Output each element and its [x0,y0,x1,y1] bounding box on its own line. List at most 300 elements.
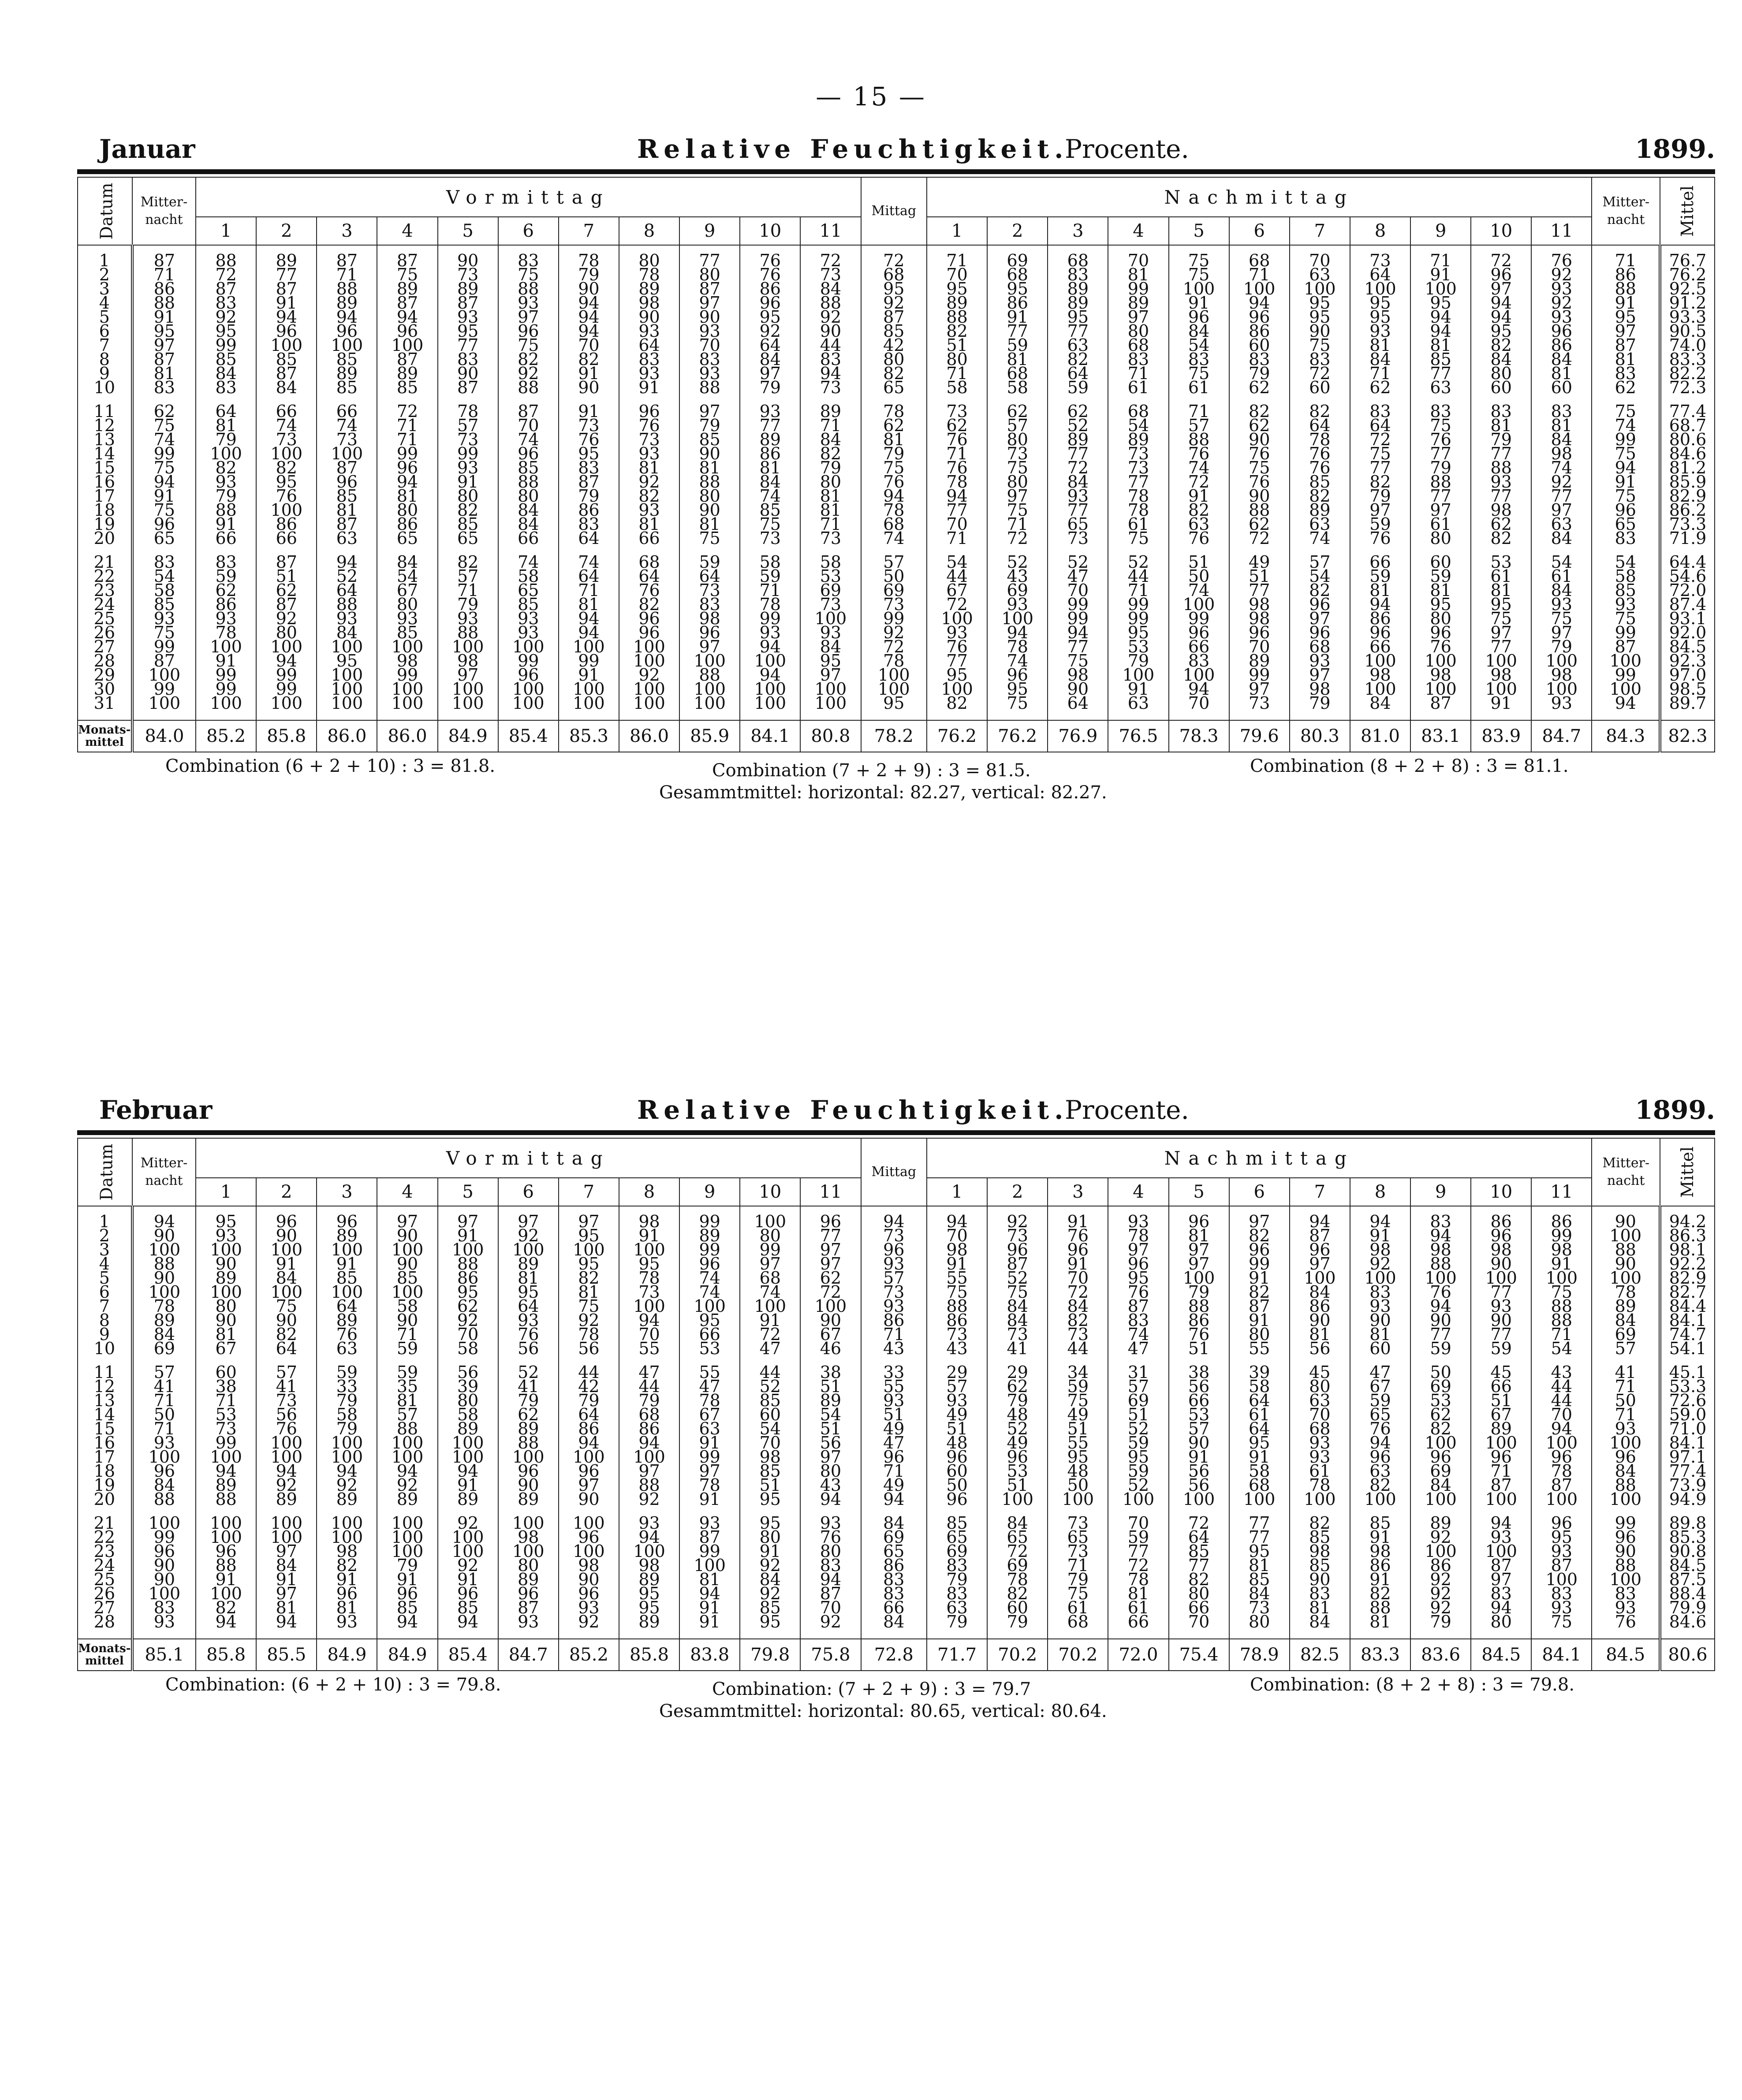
value-cell: 62 [1369,378,1391,397]
value-cell: 87 [883,307,905,327]
value-column [1660,552,1715,720]
mittag-header: Mittag [861,177,927,245]
value-cell: 87 [1615,335,1636,355]
value-cell: 90 [276,1311,297,1330]
value-cell: 78 [1551,1461,1573,1481]
value-cell: 70 [1127,1513,1149,1533]
value-cell: 99 [1249,1254,1270,1273]
value-column [317,1206,377,1365]
value-cell: 81 [153,364,175,383]
value-cell: 88 [457,623,479,642]
value-cell: 82 [638,486,660,506]
value-column [438,1513,498,1639]
value-cell: 53 [1007,1461,1028,1481]
value-column [438,245,498,404]
value-cell: 82 [276,458,297,477]
value-cell: 85 [457,1598,479,1617]
value-cell: 90 [1615,1541,1636,1561]
value-cell: 95 [1369,293,1391,313]
value-cell: 94 [396,472,418,491]
value-cell: 82 [457,500,479,520]
value-cell: 88 [215,500,237,520]
value-cell: 77 [946,651,968,670]
value-cell: 87 [153,350,175,369]
value-cell: 98 [1430,665,1451,685]
value-cell: 88 [1551,1311,1573,1330]
value-column [1169,404,1229,555]
value-cell: 100 [270,1447,303,1467]
value-cell: 75 [1551,1612,1573,1631]
value-cell: 79 [336,1391,358,1410]
value-cell: 72 [1127,1556,1149,1575]
value-cell: 38 [820,1363,842,1382]
value-cell: 57 [396,1405,418,1424]
hour-header: 10 [740,1178,800,1206]
value-cell: 96 [518,665,539,685]
value-column [438,404,498,555]
value-cell: 100 [1545,679,1578,699]
value-cell: 78 [1007,637,1028,656]
day-number: 21 [93,1513,116,1533]
value-cell: 77 [1430,364,1451,383]
value-cell: 57 [1309,552,1331,572]
value-cell: 84 [1007,1296,1028,1316]
value-cell: 98 [457,651,479,670]
value-cell: 84 [1615,1311,1636,1330]
value-cell: 89 [1067,279,1089,298]
value-cell: 49 [1249,552,1270,572]
value-cell: 100 [1425,1433,1457,1452]
value-cell: 93 [1490,1296,1512,1316]
value-cell: 83 [1127,350,1149,369]
value-cell: 80 [1490,364,1512,383]
value-cell: 94 [1490,1513,1512,1533]
value-cell: 84 [759,1570,781,1589]
value-cell: 90 [396,1226,418,1245]
value-cell: 94 [1430,1296,1451,1316]
value-cell: 63 [946,1598,968,1617]
value-cell: 66 [1490,1377,1512,1396]
value-column [1290,552,1350,720]
value-cell: 100 [331,1527,363,1547]
value-cell: 93.3 [1669,307,1707,327]
value-column [1350,552,1410,720]
value-cell: 77 [1430,486,1451,506]
value-cell: 91 [276,1254,297,1273]
value-cell: 83 [699,595,720,614]
value-cell: 72.0 [1669,581,1707,600]
value-cell: 99 [759,1240,781,1259]
value-cell: 61 [1067,1598,1089,1617]
value-cell: 85.3 [1669,1527,1707,1547]
datum-header-label: Datum [97,182,116,240]
value-cell: 74 [883,529,905,548]
value-cell: 94 [578,307,600,327]
value-cell: 74 [759,1282,781,1302]
value-cell: 96 [1551,1447,1573,1467]
value-cell: 90.8 [1669,1541,1707,1561]
value-cell: 100 [210,1527,242,1547]
value-cell: 80 [276,623,297,642]
value-cell: 67 [1369,1377,1391,1396]
value-cell: 100 [633,679,665,699]
value-cell: 93 [457,609,479,628]
value-cell: 99 [578,651,600,670]
value-cell: 51 [1007,1475,1028,1495]
value-cell: 53.3 [1669,1377,1707,1396]
value-cell: 81 [518,1268,539,1288]
value-cell: 82 [457,552,479,572]
value-cell: 99 [1127,595,1149,614]
value-cell: 95 [1127,1447,1149,1467]
value-cell: 75 [518,265,539,284]
value-cell: 97 [1430,500,1451,520]
value-cell: 81 [699,514,720,534]
value-cell: 78 [153,1296,175,1316]
value-cell: 51 [276,566,297,586]
value-column [377,1206,437,1365]
value-cell: 49 [883,1475,905,1495]
value-cell: 49 [946,1405,968,1424]
value-cell: 85 [396,378,418,397]
value-cell: 60 [1430,552,1451,572]
value-cell: 77 [1007,321,1028,341]
value-cell: 75 [1127,529,1149,548]
value-cell: 100 [512,1240,545,1259]
value-cell: 75 [759,514,781,534]
value-cell: 100 [633,1447,665,1467]
value-cell: 96 [1551,321,1573,341]
value-cell: 59.0 [1669,1405,1707,1424]
value-cell: 54.6 [1669,566,1707,586]
value-cell: 91 [1615,472,1636,491]
value-cell: 81 [1249,1556,1270,1575]
monthly-mean-value: 75.4 [1169,1639,1229,1671]
value-cell: 98.5 [1669,679,1707,699]
day-column [78,404,132,555]
gesammtmittel: Gesammtmittel: horizontal: 82.27, vertical: 82.27. [659,782,1107,803]
value-cell: 95 [1615,307,1636,327]
value-cell: 85 [1309,472,1331,491]
value-cell: 91 [638,1226,660,1245]
value-cell: 86 [1369,1556,1391,1575]
monthly-mean-value: 70.2 [987,1639,1048,1671]
value-cell: 84 [396,552,418,572]
value-cell: 100 [754,1296,787,1316]
value-cell: 93 [1007,595,1028,614]
value-cell: 65 [883,378,905,397]
value-cell: 84 [1551,581,1573,600]
value-cell: 79 [946,1612,968,1631]
value-cell: 96 [759,293,781,313]
monthly-mean-value: 76.2 [927,720,987,752]
value-cell: 87 [1490,1475,1512,1495]
value-cell: 77 [276,265,297,284]
value-cell: 82 [578,350,600,369]
monthly-mean-value: 84.1 [740,720,800,752]
value-cell: 78 [638,265,660,284]
value-cell: 98 [1490,665,1512,685]
value-cell: 73 [638,1282,660,1302]
value-column [498,404,559,555]
value-cell: 87 [820,1584,842,1603]
monthly-mean-value: 83.9 [1471,720,1531,752]
value-cell: 94 [457,1461,479,1481]
value-cell: 89 [1127,430,1149,449]
value-cell: 91 [153,486,175,506]
value-cell: 90 [1309,1570,1331,1589]
value-cell: 69 [153,1339,175,1358]
value-cell: 50 [1188,566,1210,586]
value-cell: 84 [276,1556,297,1575]
value-cell: 69 [1615,1325,1636,1344]
value-cell: 100 [633,1240,665,1259]
value-cell: 83 [457,350,479,369]
value-cell: 83.3 [1669,350,1707,369]
value-cell: 58 [1615,566,1636,586]
value-column [1471,1513,1531,1639]
value-cell: 88 [820,293,842,313]
day-number: 16 [93,472,116,491]
value-cell: 90 [638,307,660,327]
value-cell: 98 [946,1240,968,1259]
day-number: 19 [93,514,116,534]
value-column [861,1206,927,1365]
value-cell: 81 [396,486,418,506]
value-cell: 91 [1188,1447,1210,1467]
value-cell: 94 [276,307,297,327]
value-cell: 71 [1430,251,1451,270]
value-cell: 80 [820,1461,842,1481]
day-block [78,555,1715,720]
value-cell: 89 [276,1489,297,1509]
value-cell: 76 [1309,458,1331,477]
month-label: Februar [99,1095,213,1125]
value-cell: 93 [336,609,358,628]
value-cell: 88 [457,1254,479,1273]
value-cell: 81 [578,1282,600,1302]
value-cell: 92 [759,1556,781,1575]
value-cell: 96 [518,321,539,341]
value-cell: 100 [814,693,847,713]
value-cell: 45.1 [1669,1363,1707,1382]
value-cell: 94 [153,1212,175,1231]
value-cell: 74 [1007,651,1028,670]
value-cell: 57 [883,1268,905,1288]
value-cell: 86 [396,514,418,534]
value-cell: 67 [820,1325,842,1344]
value-cell: 98 [1490,1240,1512,1259]
value-cell: 29 [1007,1363,1028,1382]
value-cell: 97 [1249,1212,1270,1231]
value-cell: 94 [1309,1212,1331,1231]
hour-header: 7 [1290,217,1350,245]
value-cell: 95 [276,472,297,491]
value-cell: 78 [883,651,905,670]
value-cell: 72 [1007,529,1028,548]
value-column [1169,245,1229,404]
value-cell: 52 [518,1363,539,1382]
value-cell: 73 [883,1282,905,1302]
hour-header: 5 [1169,217,1229,245]
value-cell: 91 [276,1570,297,1589]
value-cell: 70 [1188,1612,1210,1631]
day-number: 15 [93,458,116,477]
value-column [619,245,679,404]
value-cell: 88 [1188,1296,1210,1316]
value-cell: 80 [1490,1612,1512,1631]
value-cell: 95 [1490,595,1512,614]
value-cell: 95 [946,665,968,685]
value-cell: 94 [276,1612,297,1631]
value-cell: 94.9 [1669,1489,1707,1509]
value-cell: 96 [1551,1513,1573,1533]
value-cell: 41 [518,1377,539,1396]
value-column [1592,552,1660,720]
hour-header: 1 [927,217,987,245]
value-cell: 53 [1127,637,1149,656]
value-column [1531,1206,1592,1365]
value-cell: 89 [1249,651,1270,670]
value-cell: 98.1 [1669,1240,1707,1259]
value-cell: 100 [573,1541,605,1561]
value-cell: 62 [1249,514,1270,534]
value-cell: 97 [1127,1240,1149,1259]
value-cell: 70 [1551,1405,1573,1424]
value-cell: 75 [1551,609,1573,628]
value-cell: 63 [1430,378,1451,397]
value-column [1531,552,1592,720]
value-cell: 83 [946,1584,968,1603]
monthly-mean-value: 83.3 [1350,1639,1410,1671]
value-cell: 66 [1188,637,1210,656]
value-cell: 90 [215,1311,237,1330]
value-cell: 100 [1609,651,1642,670]
monthly-mean-label: Monats-mittel [78,720,132,752]
monthly-mean-value: 85.2 [196,720,256,752]
value-cell: 92.5 [1669,279,1707,298]
value-cell: 73 [1127,458,1149,477]
value-cell: 81 [820,486,842,506]
value-cell: 84 [1067,472,1089,491]
value-cell: 76 [1369,529,1391,548]
value-cell: 81 [1127,265,1149,284]
value-cell: 54 [1127,416,1149,435]
value-cell: 71 [820,416,842,435]
value-cell: 96 [1007,665,1028,685]
value-cell: 96 [153,1541,175,1561]
value-cell: 63 [1369,1461,1391,1481]
value-cell: 68 [1249,251,1270,270]
value-cell: 60 [946,1461,968,1481]
value-cell: 92 [518,1226,539,1245]
day-number: 12 [93,1377,116,1396]
value-cell: 91 [1615,293,1636,313]
value-cell: 74 [1309,529,1331,548]
value-cell: 99 [276,679,297,699]
hour-header: 6 [498,217,559,245]
value-cell: 72 [1067,1282,1089,1302]
value-cell: 97 [820,1240,842,1259]
value-cell: 97.1 [1669,1447,1707,1467]
value-cell: 51 [946,1419,968,1438]
value-cell: 84 [1551,529,1573,548]
day-number: 4 [99,1254,110,1273]
value-cell: 64 [1067,364,1089,383]
value-column [1169,1206,1229,1365]
value-cell: 96 [1490,1226,1512,1245]
value-cell: 100 [1364,679,1396,699]
value-cell: 97 [1490,279,1512,298]
value-cell: 98 [1067,665,1089,685]
value-cell: 59 [1430,566,1451,586]
value-cell: 96 [1127,1254,1149,1273]
value-cell: 57 [1127,1377,1149,1396]
value-cell: 100 [331,693,363,713]
value-cell: 93 [518,1612,539,1631]
value-cell: 83 [1249,350,1270,369]
value-cell: 100 [148,665,181,685]
value-cell: 83 [946,1556,968,1575]
day-column [78,1513,132,1639]
hour-header: 2 [987,217,1048,245]
value-cell: 94 [883,1489,905,1509]
value-cell: 71 [946,444,968,463]
value-cell: 59 [1369,1391,1391,1410]
value-column [740,552,800,720]
day-number: 6 [99,1282,110,1302]
value-cell: 82 [1309,581,1331,600]
value-cell: 94 [1490,307,1512,327]
value-cell: 74 [336,416,358,435]
day-number: 12 [93,416,116,435]
value-cell: 74 [759,486,781,506]
value-column [1108,552,1168,720]
value-cell: 83 [215,378,237,397]
midnight-header: Mitter-nacht [132,1138,196,1206]
day-number: 16 [93,1433,116,1452]
value-cell: 87 [1551,1556,1573,1575]
value-cell: 99 [1249,665,1270,685]
value-cell: 88 [699,472,720,491]
value-cell: 68 [1007,364,1028,383]
value-cell: 100 [1485,651,1517,670]
value-cell: 81 [699,1570,720,1589]
day-number: 5 [99,307,110,327]
value-cell: 85 [946,1513,968,1533]
value-cell: 93 [215,609,237,628]
value-cell: 100 [210,1240,242,1259]
day-number: 5 [99,1268,110,1288]
value-cell: 57 [1007,416,1028,435]
value-cell: 53 [1430,1391,1451,1410]
value-cell: 64 [336,581,358,600]
value-cell: 83 [820,1556,842,1575]
value-cell: 91 [1369,1570,1391,1589]
value-cell: 83 [1369,1282,1391,1302]
value-cell: 49 [1067,1405,1089,1424]
value-cell: 54 [1309,566,1331,586]
value-cell: 76 [883,472,905,491]
value-cell: 78 [759,595,781,614]
value-cell: 88 [1430,472,1451,491]
value-cell: 90 [578,1570,600,1589]
value-cell: 99 [699,1240,720,1259]
value-column [1290,1206,1350,1365]
value-cell: 86 [1430,1556,1451,1575]
value-cell: 99 [1188,609,1210,628]
value-cell: 87 [336,514,358,534]
